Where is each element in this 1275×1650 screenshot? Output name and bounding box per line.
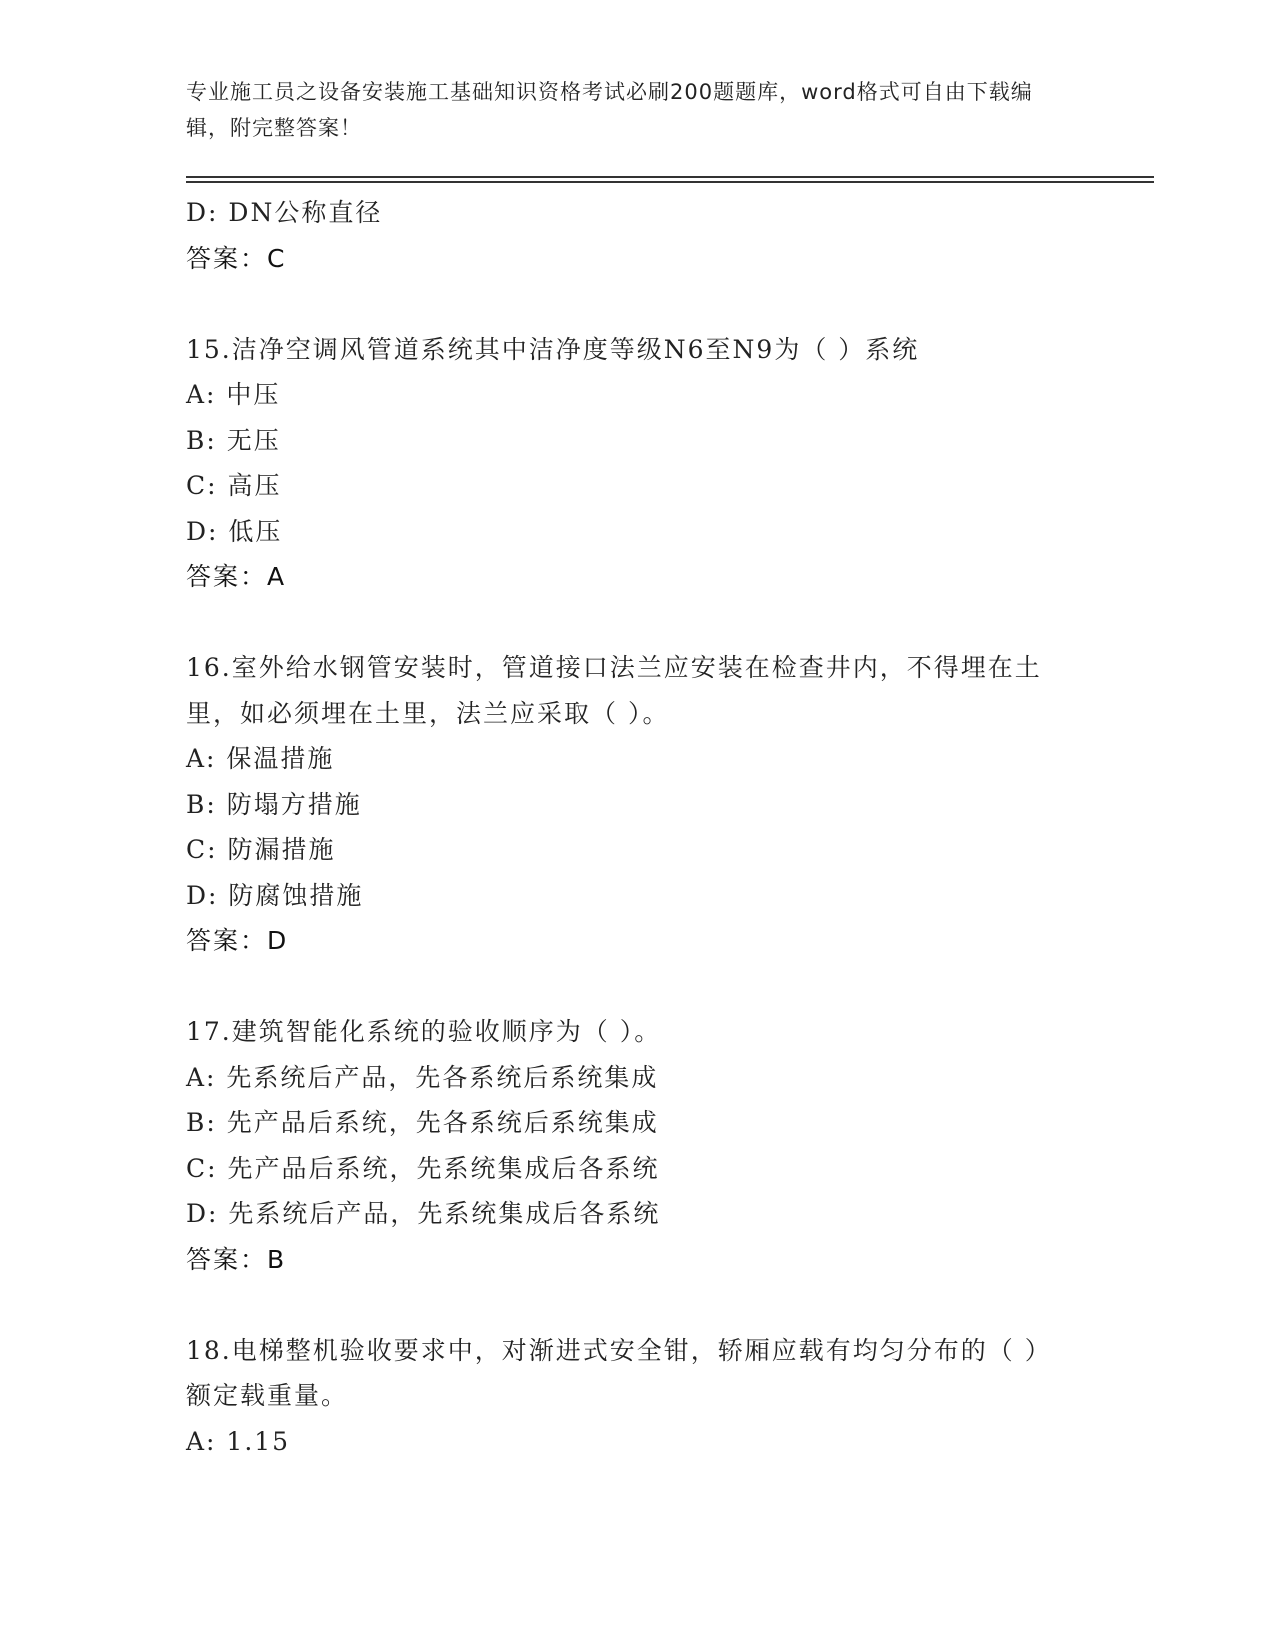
previous-option-d: D: DN公称直径 bbox=[186, 198, 383, 227]
question-15-option-d: D: 低压 bbox=[186, 516, 283, 546]
question-15-stem: 15.洁净空调风管道系统其中洁净度等级N6至N9为（ ）系统 bbox=[186, 334, 920, 364]
question-18-option-a: A: 1.15 bbox=[186, 1426, 291, 1456]
question-17-option-c: C: 先产品后系统，先系统集成后各系统 bbox=[186, 1153, 660, 1183]
document-header: 专业施工员之设备安装施工基础知识资格考试必刷200题题库，word格式可自由下载编辑，附完整答案！ bbox=[186, 80, 1033, 140]
spacer bbox=[186, 1282, 1086, 1328]
spacer bbox=[186, 964, 1086, 1010]
header-rule-bottom bbox=[186, 181, 1154, 183]
question-content bbox=[186, 190, 1086, 1464]
question-16-option-a: A: 保温措施 bbox=[186, 744, 335, 773]
question-17-answer: 答案：B bbox=[186, 1244, 287, 1274]
question-16-option-c: C: 防漏措施 bbox=[186, 835, 336, 864]
question-16-option-d: D: 防腐蚀措施 bbox=[186, 880, 364, 910]
question-15-option-b: B: 无压 bbox=[186, 425, 281, 455]
question-16-stem: 16.室外给水钢管安装时，管道接口法兰应安装在检查井内，不得埋在土里，如必须埋在土里，法兰应采取（ ）。 bbox=[186, 653, 1042, 728]
previous-answer: 答案：C bbox=[186, 243, 287, 273]
question-16-option-b: B: 防塌方措施 bbox=[186, 789, 362, 819]
question-17-option-d: D: 先系统后产品，先系统集成后各系统 bbox=[186, 1199, 661, 1228]
question-17-option-b: B: 先产品后系统，先各系统后系统集成 bbox=[186, 1108, 659, 1137]
spacer bbox=[186, 281, 1086, 327]
question-15-answer: 答案：A bbox=[186, 562, 287, 591]
spacer bbox=[186, 600, 1086, 646]
question-15-option-c: C: 高压 bbox=[186, 471, 282, 500]
question-18-stem: 18.电梯整机验收要求中，对渐进式安全钳，轿厢应载有均匀分布的（ ）额定载重量。 bbox=[186, 1335, 1052, 1410]
header-rule-top bbox=[186, 176, 1154, 178]
question-15-option-a: A: 中压 bbox=[186, 380, 281, 409]
question-16-answer: 答案：D bbox=[186, 926, 289, 955]
question-17-stem: 17.建筑智能化系统的验收顺序为（ ）。 bbox=[186, 1017, 662, 1046]
question-17-option-a: A: 先系统后产品，先各系统后系统集成 bbox=[186, 1062, 659, 1092]
